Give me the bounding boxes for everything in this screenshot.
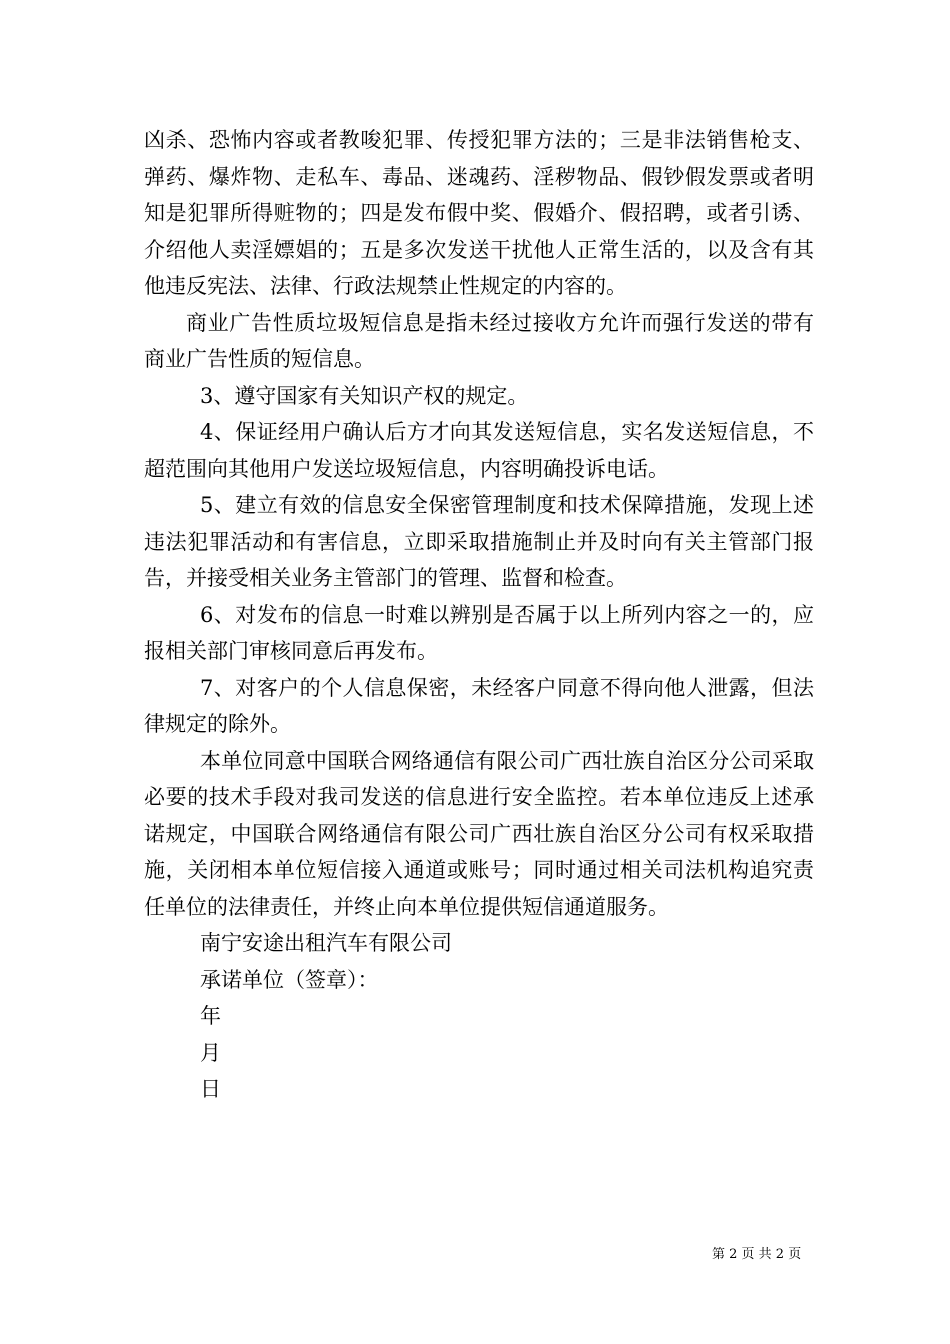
signature-company: 南宁安途出租汽车有限公司: [200, 931, 452, 955]
paragraph-item-5: 5、建立有效的信息安全保密管理制度和技术保障措施，发现上述违法犯罪活动和有害信息，立即采取措施制止并及时向有关主管部门报告，并接受相关业务主管部门的管理、监督和检查。: [144, 493, 814, 590]
paragraph-commercial-spam-definition: 商业广告性质垃圾短信息是指未经过接收方允许而强行发送的带有商业广告性质的短信息。: [144, 310, 814, 371]
paragraph-item-3: 3、遵守国家有关知识产权的规定。: [200, 383, 529, 408]
signature-year: 年: [200, 1004, 221, 1028]
document-body: [144, 122, 814, 1108]
signature-month: 月: [200, 1040, 221, 1065]
paragraph-item-6: 6、对发布的信息一时难以辨别是否属于以上所列内容之一的，应报相关部门审核同意后再发布。: [144, 602, 814, 663]
paragraph-consent-monitoring: 本单位同意中国联合网络通信有限公司广西壮族自治区分公司采取必要的技术手段对我司发送的信息进行安全监控。若本单位违反上述承诺规定，中国联合网络通信有限公司广西壮族自治区分公司有权采取措施，关闭相本单位短信接入通道或账号；同时通过相关司法机构追究责任单位的法律责任，并终止向本单位提供短信通道服务。: [144, 748, 814, 919]
page-number-footer: 第 2 页 共 2 页: [712, 1247, 802, 1262]
signature-seal-label: 承诺单位（签章）：: [200, 967, 379, 992]
paragraph-item-7: 7、对客户的个人信息保密，未经客户同意不得向他人泄露，但法律规定的除外。: [144, 675, 814, 736]
signature-block: [144, 925, 814, 1108]
paragraph-prohibited-content: 凶杀、恐怖内容或者教唆犯罪、传授犯罪方法的；三是非法销售枪支、弹药、爆炸物、走私车、毒品、迷魂药、淫秽物品、假钞假发票或者明知是犯罪所得赃物的；四是发布假中奖、假婚介、假招聘，或者引诱、介绍他人卖淫嫖娼的；五是多次发送干扰他人正常生活的，以及含有其他违反宪法、法律、行政法规禁止性规定的内容的。: [144, 128, 814, 298]
signature-day: 日: [200, 1077, 221, 1101]
paragraph-item-4: 4、保证经用户确认后方才向其发送短信息，实名发送短信息，不超范围向其他用户发送垃圾短信息，内容明确投诉电话。: [144, 420, 814, 481]
